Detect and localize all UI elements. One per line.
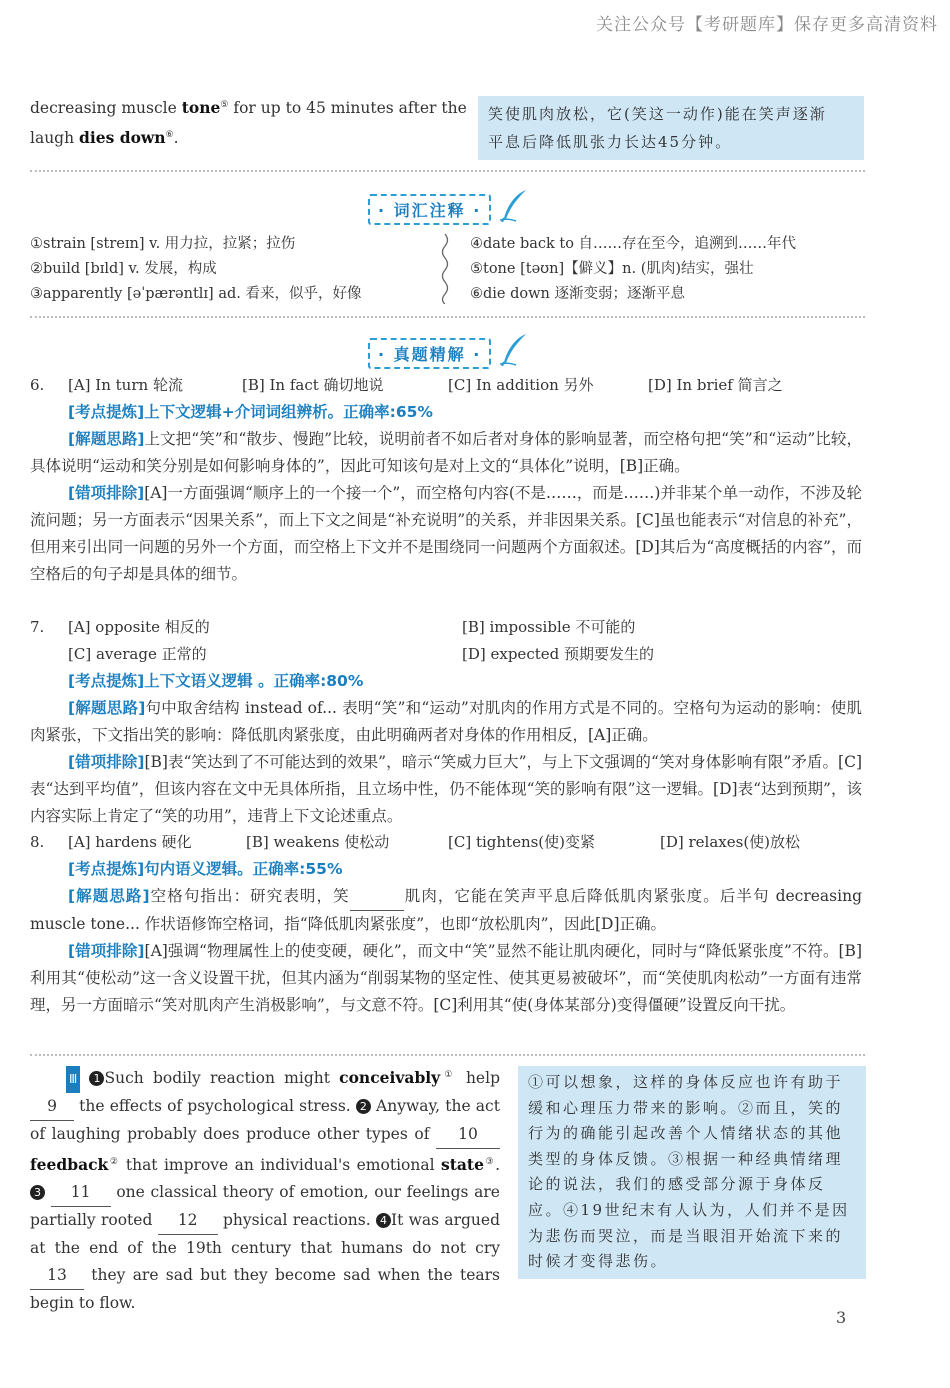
- vocab-section-title: · 词汇注释 ·: [368, 194, 491, 225]
- blank-11[interactable]: 11: [51, 1179, 111, 1207]
- vocab-item: ③apparently [əˈpærəntlɪ] ad. 看来，似乎，好像: [30, 286, 362, 302]
- q6-options: 6. [A] In turn 轮流 [B] In fact 确切地说 [C] In addition 另外 [D] In brief 简言之: [30, 376, 783, 394]
- part3-chinese-translation: ①可以想象，这样的身体反应也许有助于缓和心理压力带来的影响。②而且，笑的行为的确能引起改善个人情绪状态的其他类型的身体反馈。③根据一种经典情绪理论的说法，我们的感受部分源于身体反应。④19世纪末有人认为，人们并不是因为悲伤而哭泣，而是当眼泪开始流下来的时候才变得悲伤。: [518, 1066, 866, 1279]
- vocab-right-list: [470, 232, 870, 307]
- divider: [30, 316, 865, 318]
- quill-pen-icon: [500, 332, 528, 366]
- page-number: 3: [836, 1308, 847, 1327]
- vocab-item: ⑤tone [təʊn]【僻义】n. (肌肉)结实，强壮: [470, 261, 754, 277]
- blank-9[interactable]: 9: [30, 1093, 74, 1121]
- q6-analysis: [考点提炼]上下文逻辑+介词词组辨析。正确率:65% [解题思路]上文把“笑”和“散步、慢跑”比较，说明前者不如后者对身体的影响显著，而空格句把“笑”和“运动”比较，具体说明“运动和笑分别是如何影响身体的”，因此可知该句是对上文的“具体化”说明，[B]正确。 [错项排除][A]一方面强调“顺序上的一个接一个”，而空格句内容(不是……，而是……)并非某个单一动作，不涉及轮流问题；另一方面表示“因果关系”，而上下文之间是“补充说明”的关系，并非因果关系。[C]虽也能表示“对信息的补充”，但用来引出同一问题的另外一个方面，而空格上下文并不是围绕同一问题两个方面叙述。[D]其后为“高度概括的内容”，而空格后的句子却是具体的细节。: [30, 403, 863, 583]
- divider: [30, 170, 865, 172]
- divider: [30, 1054, 865, 1056]
- wavy-divider: [438, 234, 452, 304]
- blank-13[interactable]: 13: [30, 1262, 84, 1290]
- top-chinese-translation: 笑使肌肉放松，它(笑这一动作)能在笑声逐渐 平息后降低肌张力长达45分钟。: [478, 96, 864, 160]
- vocab-item: ②build [bɪld] v. 发展，构成: [30, 261, 217, 277]
- q8-analysis: [考点提炼]句内语义逻辑。正确率:55% [解题思路]空格句指出：研究表明，笑 肌肉，它能在笑声平息后降低肌肉紧张度。后半句 decreasing muscle tone... 作状语修饰空格词，指“降低肌肉紧张度”，也即“放松肌肉”，因此[D]正确。 [错项排除][A]强调“物理属性上的使变硬，硬化”，而文中“笑”显然不能让肌肉硬化，同时与“降低紧张度”不符。[B]利用其“使松动”这一含义设置干扰，但其内涵为“削弱某物的坚定性、使其更易被破坏”，而“笑使肌肉松动”一方面有违常理，另一方面暗示“笑对肌肉产生消极影响”，与文意不符。[C]利用其“使(身体某部分)变得僵硬”设置反向干扰。: [30, 860, 862, 1014]
- top-english: decreasing muscle tone⑤ for up to 45 minutes after the laugh dies down⑥.: [30, 98, 467, 148]
- quill-pen-icon: [500, 188, 528, 222]
- vocab-left-list: [30, 232, 440, 307]
- watermark: 关注公众号【考研题库】保存更多高清资料: [596, 15, 938, 35]
- section-marker: Ⅲ: [66, 1066, 80, 1093]
- vocab-item: ④date back to 自……存在至今，追溯到……年代: [470, 236, 797, 252]
- blank-12[interactable]: 12: [158, 1207, 218, 1235]
- q7-options: 7. [A] opposite 相反的 [B] impossible 不可能的 [C] average 正常的 [D] expected 预期要发生的: [30, 618, 654, 663]
- passage-part3: Ⅲ 1 Such bodily reaction might conceivably① help 9 the effects of psychological stress. 2 Anyway, the act of laughing probably does produce other types of 10 feedback② that improve an individual's emotional state③. 3 11 one classical theory of emotion, our feelings are partially rooted 12 physical reactions. 4 It was argued at the end of the 19th century that humans do not cry 13 they are sad but they become sad when the tears begin to flow.: [30, 1068, 501, 1313]
- blank-10[interactable]: 10: [436, 1121, 500, 1149]
- analysis-section-title: · 真题精解 ·: [368, 338, 491, 369]
- q8-options: 8. [A] hardens 硬化 [B] weakens 使松动 [C] tightens(使)变紧 [D] relaxes(使)放松: [30, 833, 801, 851]
- q7-analysis: [考点提炼]上下文语义逻辑 。正确率:80% [解题思路]句中取舍结构 instead of... 表明“笑”和“运动”对肌肉的作用方式是不同的。空格句为运动的影响：使肌肉紧张，下文指出笑的影响：降低肌肉紧张度，由此明确两者对身体的作用相反，[A]正确。 [错项排除][B]表“笑达到了不可能达到的效果”，暗示“笑威力巨大”，与上下文强调的“笑对身体影响有限”矛盾。[C]表“达到平均值”，但该内容在文中无具体所指，且立场中性，仍不能体现“笑的影响有限”这一逻辑。[D]表“达到预期”，该内容实际上肯定了“笑的功用”，违背上下文论述重点。: [30, 672, 862, 825]
- vocab-item: ⑥die down 逐渐变弱；逐渐平息: [470, 286, 685, 302]
- vocab-item: ①strain [streɪn] v. 用力拉，拉紧；拉伤: [30, 236, 296, 252]
